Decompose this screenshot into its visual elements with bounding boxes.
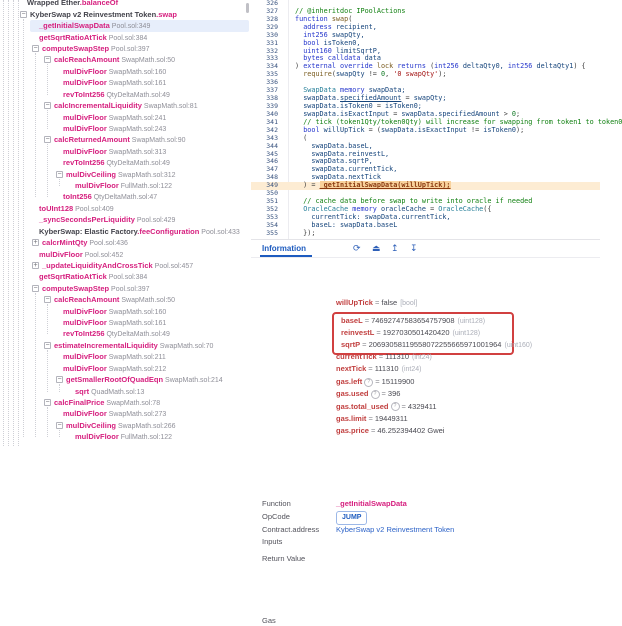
trace-row-label: revToInt256 QtyDeltaMath.sol:49 (63, 329, 170, 339)
code-text: currentTick: swapData.currentTick, (311, 212, 451, 221)
trace-row[interactable] (0, 43, 251, 54)
return-value: 74692747583654757908 (371, 315, 455, 325)
trace-row-label: calcFinalPrice SwapMath.sol:78 (54, 398, 161, 407)
trace-row-label: calcIncrementalLiquidity SwapMath.sol:81 (54, 101, 198, 111)
contract-address-label: Contract.address (262, 525, 320, 534)
input-type: [bool] (400, 300, 418, 307)
code-text: swapData.nextTick (311, 173, 381, 182)
line-number: 335 (266, 70, 278, 79)
return-row: currentTick = 111310 (int24) (336, 352, 432, 361)
collapse-toggle-icon[interactable]: − (45, 341, 50, 349)
trace-row-label: _syncSecondsPerLiquidity Pool.sol:429 (39, 215, 176, 225)
code-text: SwapData memory swapData; (303, 86, 406, 95)
opcode-label: OpCode (262, 512, 290, 521)
code-text: // @inheritdoc IPoolActions (295, 6, 406, 15)
gas-value: 46.252394402 Gwei (377, 426, 445, 436)
return-type: (int24) (401, 366, 422, 373)
contract-address-link[interactable]: KyberSwap v2 Reinvestment Token (336, 525, 455, 534)
trace-row-label: _getInitialSwapData Pool.sol:349 (39, 21, 151, 31)
line-number: 349 (266, 181, 278, 190)
trace-row[interactable] (0, 283, 251, 294)
line-number: 328 (266, 14, 278, 23)
code-text: require(swapQty != 0, '0 swapQty'); (303, 70, 447, 79)
line-number: 338 (266, 94, 278, 103)
input-row: willUpTick = false [bool] (336, 298, 418, 307)
trace-row[interactable] (0, 100, 251, 111)
trace-row-label: toInt256 QtyDeltaMath.sol:47 (63, 192, 158, 202)
gas-name: gas.price (336, 426, 369, 436)
line-number: 332 (266, 46, 278, 55)
trace-row-label: calcReachAmount SwapMath.sol:50 (54, 295, 176, 305)
trace-row[interactable] (0, 180, 251, 191)
trace-row-label: mulDivCeiling SwapMath.sol:266 (66, 420, 176, 430)
trace-row-label: revToInt256 QtyDeltaMath.sol:49 (63, 89, 170, 99)
inputs-label: Inputs (262, 537, 283, 546)
trace-row-label: mulDivFloor FullMath.sol:122 (75, 432, 173, 442)
trace-row-label: mulDivCeiling SwapMath.sol:312 (66, 169, 176, 179)
gas-row: gas.price = 46.252394402 Gwei (336, 426, 445, 436)
trace-row-label: mulDivFloor SwapMath.sol:313 (63, 146, 167, 156)
trace-row[interactable] (0, 203, 251, 214)
code-text (286, 190, 295, 198)
gas-row: gas.left ? = 15119900 (336, 377, 415, 386)
trace-row-label: getSqrtRatioAtTick Pool.sol:384 (39, 32, 148, 42)
line-number: 337 (266, 86, 278, 95)
trace-row[interactable] (0, 146, 251, 157)
trace-row-label: mulDivFloor SwapMath.sol:160 (63, 66, 167, 76)
trace-row[interactable] (0, 134, 251, 145)
highlighted-code-line (251, 182, 600, 190)
line-number: 333 (266, 54, 278, 63)
trace-row-label: mulDivFloor SwapMath.sol:212 (63, 363, 167, 373)
code-text: swapData.currentTick, (311, 165, 398, 174)
gas-name: gas.total_used (336, 401, 389, 411)
trace-row-label: sqrt QuadMath.sol:13 (75, 386, 145, 396)
code-text: }); (295, 228, 316, 237)
trace-row[interactable] (0, 340, 251, 351)
tree-scrollbar-thumb[interactable] (246, 3, 249, 13)
trace-row-label: getSmallerRootOfQuadEqn SwapMath.sol:214 (66, 375, 223, 385)
gas-value: 396 (387, 389, 401, 399)
trace-row-label: calcReturnedAmount SwapMath.sol:90 (54, 135, 186, 145)
code-text: ) = _getInitialSwapData(willUpTick); (295, 181, 451, 190)
code-text: OracleCache memory oracleCache = OracleCache({ (303, 204, 492, 213)
trace-row[interactable] (0, 408, 251, 419)
code-text: bool isToken0, (303, 38, 361, 47)
gas-label: Gas (262, 616, 276, 625)
collapse-toggle-icon[interactable]: − (33, 284, 38, 292)
return-name: currentTick (336, 352, 377, 361)
trace-row-label: computeSwapStep Pool.sol:397 (42, 43, 150, 53)
trace-row-label: getSqrtRatioAtTick Pool.sol:384 (39, 272, 148, 282)
code-text: swapData.sqrtP, (311, 157, 373, 166)
trace-row[interactable] (0, 54, 251, 65)
line-number: 351 (266, 197, 278, 206)
return-name: sqrtP (341, 339, 361, 349)
info-tooltip-icon[interactable]: ? (371, 390, 380, 399)
expand-toggle-icon[interactable]: + (33, 239, 38, 247)
return-name: baseL (341, 315, 363, 325)
collapse-toggle-icon[interactable]: − (45, 56, 50, 64)
gas-name: gas.used (336, 389, 369, 399)
trace-row-label: toUInt128 Pool.sol:409 (39, 203, 114, 213)
gas-value: 15119900 (381, 377, 415, 386)
gas-row: gas.used ? = 396 (336, 389, 401, 399)
restart-icon[interactable]: ⟳ (353, 243, 361, 253)
line-number: 350 (266, 189, 278, 198)
trace-row-label: calcReachAmount SwapMath.sol:50 (54, 55, 176, 65)
trace-row[interactable] (0, 77, 251, 88)
tab-active-underline (260, 255, 312, 257)
trace-row-label: KyberSwap: Elastic Factory.feeConfiguration Pool.sol:433 (39, 226, 240, 236)
line-number: 340 (266, 109, 278, 118)
function-value: _getInitialSwapData (336, 499, 407, 508)
line-number: 329 (266, 22, 278, 31)
code-text: // cache data before swap to write into oracle if needed (303, 197, 533, 206)
line-number: 326 (266, 0, 278, 7)
function-label: Function (262, 499, 291, 508)
code-text: swapData.baseL, (311, 141, 373, 150)
info-tooltip-icon[interactable]: ? (391, 402, 400, 411)
return-name: reinvestL (341, 327, 375, 337)
code-text: swapData.isExactInput = swapData.specifiedAmount > 0; (303, 109, 521, 118)
collapse-toggle-icon[interactable]: − (21, 10, 26, 18)
trace-row-label: estimateIncrementalLiquidity SwapMath.sol:70 (54, 340, 214, 350)
opcode-badge: JUMP (336, 511, 367, 525)
input-name: willUpTick (336, 298, 373, 307)
trace-row[interactable] (0, 123, 251, 134)
line-number: 346 (266, 157, 278, 166)
code-text: uint160 limitSqrtP, (303, 46, 381, 55)
code-text (286, 0, 295, 8)
trace-row-label: calcrMintQty Pool.sol:436 (42, 238, 128, 248)
info-tooltip-icon[interactable]: ? (364, 378, 373, 387)
trace-row[interactable] (0, 226, 251, 237)
trace-row-label: Wrapped Ether.balanceOf (27, 0, 119, 8)
code-text: swapData.isToken0 = isToken0; (303, 101, 422, 110)
return-row: nextTick = 111310 (int24) (336, 364, 422, 373)
trace-row-label: mulDivFloor FullMath.sol:122 (75, 181, 173, 191)
source-code-panel (251, 0, 622, 239)
trace-row[interactable] (0, 317, 251, 328)
gas-row: gas.total_used ? = 4329411 (336, 401, 437, 411)
trace-row[interactable] (0, 66, 251, 77)
trace-row-label: mulDivFloor SwapMath.sol:211 (63, 352, 166, 362)
line-number: 336 (266, 78, 278, 87)
expand-toggle-icon[interactable]: + (33, 261, 38, 269)
collapse-toggle-icon[interactable]: − (33, 44, 38, 52)
trace-row-label: mulDivFloor SwapMath.sol:160 (63, 306, 167, 316)
trace-row[interactable] (0, 214, 251, 225)
trace-row[interactable] (0, 237, 251, 248)
trace-row[interactable] (0, 249, 251, 260)
trace-row-label: mulDivFloor SwapMath.sol:273 (63, 409, 167, 419)
line-number: 342 (266, 125, 278, 134)
gas-value: 19449311 (374, 413, 408, 423)
trace-row[interactable] (0, 32, 251, 43)
trace-row[interactable] (0, 386, 251, 397)
trace-row[interactable] (0, 397, 251, 408)
return-value: 1927030501420420 (382, 327, 450, 337)
return-value: 20693058119558072255665971001964 (368, 339, 502, 349)
code-text: swapData.reinvestL, (311, 149, 390, 158)
information-header (251, 240, 600, 258)
code-text: bool willUpTick = (swapData.isExactInput != isToken0); (303, 125, 525, 134)
trace-row[interactable] (0, 351, 251, 362)
line-number: 348 (266, 173, 278, 182)
trace-row-label: _updateLiquidityAndCrossTick Pool.sol:457 (42, 260, 194, 270)
trace-row-label: mulDivFloor SwapMath.sol:243 (63, 123, 167, 133)
call-trace-panel (0, 0, 252, 446)
line-number: 331 (266, 38, 278, 47)
line-number: 339 (266, 101, 278, 110)
trace-row[interactable] (0, 191, 251, 202)
trace-row-label: KyberSwap v2 Reinvestment Token.swap (30, 9, 177, 19)
code-text: swapData.specifiedAmount = swapQty; (303, 94, 447, 103)
trace-row[interactable] (0, 420, 251, 431)
code-text: ) external override lock returns (int256 deltaQty0, int256 deltaQty1) { (295, 62, 586, 71)
trace-row[interactable] (0, 306, 251, 317)
collapse-toggle-icon[interactable]: − (57, 170, 62, 178)
collapse-toggle-icon[interactable]: − (45, 399, 50, 406)
trace-row[interactable] (0, 374, 251, 385)
step-out-icon[interactable]: ⏏ (372, 243, 381, 253)
trace-row[interactable] (0, 157, 251, 168)
code-text (286, 79, 295, 87)
line-number: 345 (266, 149, 278, 158)
gas-name: gas.left (336, 377, 363, 386)
return-row: reinvestL = 1927030501420420 (uint128) (341, 327, 481, 337)
trace-row-label: mulDivFloor SwapMath.sol:161 (63, 78, 167, 88)
trace-row-label: mulDivFloor Pool.sol:452 (39, 249, 124, 259)
trace-row-label: computeSwapStep Pool.sol:397 (42, 283, 150, 293)
gas-value: 4329411 (407, 401, 437, 411)
collapse-toggle-icon[interactable]: − (57, 421, 62, 429)
trace-row[interactable] (0, 89, 251, 100)
line-number: 343 (266, 133, 278, 142)
code-text: baseL: swapData.baseL (311, 220, 398, 229)
code-line (251, 71, 600, 79)
code-lines (251, 0, 622, 238)
trace-row[interactable] (0, 9, 251, 20)
step-over-icon[interactable]: ↧ (410, 243, 418, 253)
line-number: 347 (266, 165, 278, 174)
collapse-toggle-icon[interactable]: − (45, 296, 50, 304)
line-number: 352 (266, 204, 278, 213)
return-name: nextTick (336, 364, 367, 373)
return-type: (uint128) (457, 317, 486, 325)
opcode-row (336, 511, 367, 521)
line-number: 353 (266, 212, 278, 221)
code-text: bytes calldata data (303, 54, 381, 63)
return-row: sqrtP = 20693058119558072255665971001964 (uint160) (341, 339, 533, 349)
step-into-icon[interactable]: ↥ (391, 243, 399, 253)
code-text: ( (295, 133, 308, 142)
code-text: // tick (token1Qty/token0Qty) will increase for swapping from token1 to token0 (303, 117, 622, 126)
trace-row[interactable] (0, 431, 251, 442)
trace-row[interactable] (0, 328, 251, 339)
trace-row[interactable] (0, 169, 251, 180)
line-number: 341 (266, 117, 278, 126)
line-number: 354 (266, 220, 278, 229)
line-number: 355 (266, 228, 278, 237)
tab-information[interactable]: Information (262, 244, 306, 253)
trace-row[interactable] (0, 0, 251, 9)
return-type: (uint128) (452, 329, 481, 337)
collapse-toggle-icon[interactable]: − (57, 376, 62, 384)
trace-row-label: mulDivFloor SwapMath.sol:161 (63, 318, 167, 328)
code-text: function swap( (295, 14, 353, 23)
line-number: 330 (266, 30, 278, 39)
gas-name: gas.limit (336, 413, 367, 423)
trace-row-label: revToInt256 QtyDeltaMath.sol:49 (63, 158, 170, 168)
line-number: 344 (266, 141, 278, 150)
symbol-link[interactable]: specifiedAmount (340, 94, 402, 103)
return-value-label: Return Value (262, 554, 306, 563)
code-text: int256 swapQty, (303, 30, 365, 39)
collapse-toggle-icon[interactable]: − (45, 136, 50, 144)
current-call-chip: _getInitialSwapData(willUpTick); (319, 181, 451, 190)
trace-row[interactable] (0, 271, 251, 282)
return-type: (int24) (412, 354, 432, 361)
trace-row[interactable] (0, 363, 251, 374)
return-type: (uint160) (504, 341, 533, 349)
trace-row[interactable] (0, 112, 251, 123)
collapse-toggle-icon[interactable]: − (45, 102, 50, 110)
return-value: 111310 (374, 364, 399, 373)
trace-row[interactable] (0, 20, 251, 31)
input-value: false (381, 298, 398, 307)
line-number: 334 (266, 62, 278, 71)
trace-row[interactable] (0, 294, 251, 305)
return-row: baseL = 74692747583654757908 (uint128) (341, 315, 486, 325)
trace-row[interactable] (0, 260, 251, 271)
gas-row: gas.limit = 19449311 (336, 413, 408, 423)
trace-row-label: mulDivFloor SwapMath.sol:241 (63, 112, 167, 122)
code-text: address recipient, (303, 22, 377, 31)
line-number: 327 (266, 6, 278, 15)
return-value: 111310 (385, 352, 410, 361)
information-panel (251, 239, 600, 625)
code-line (251, 230, 600, 238)
